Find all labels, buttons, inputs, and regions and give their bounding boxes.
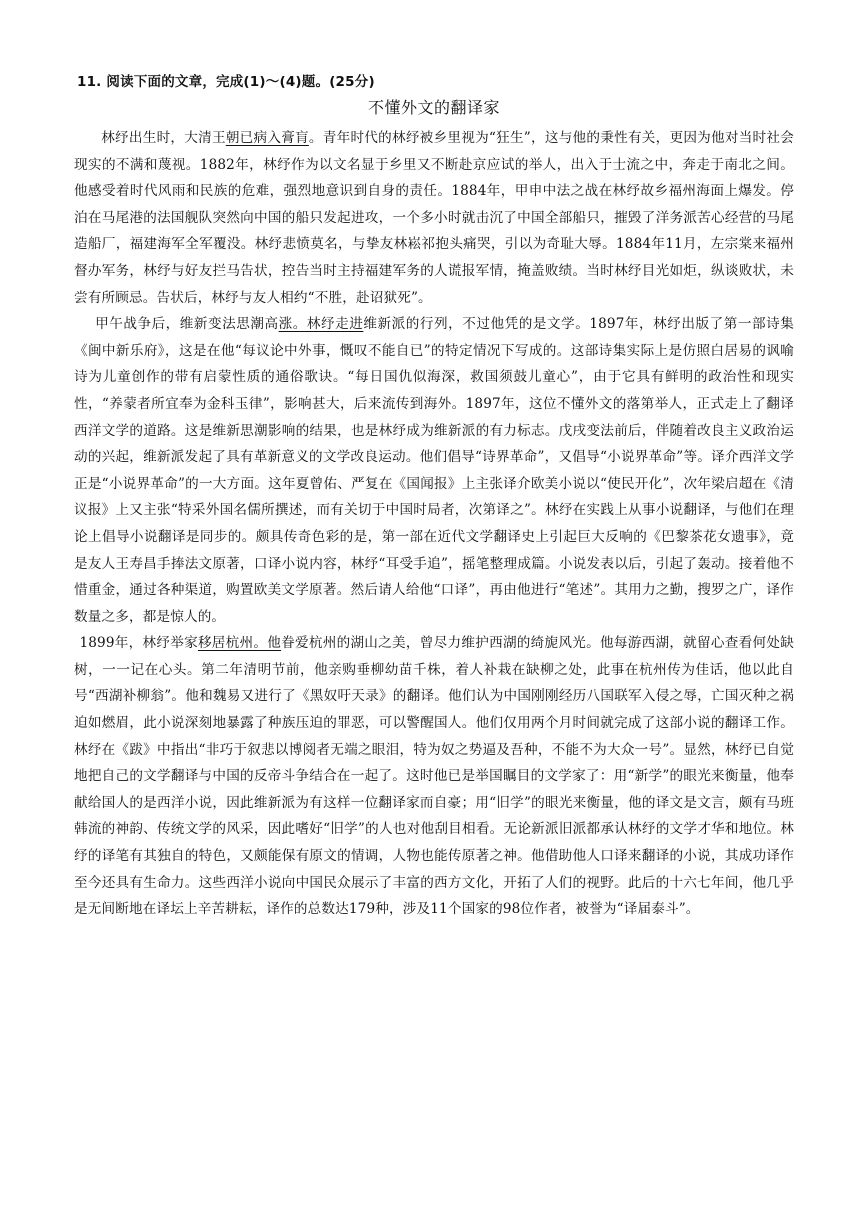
paragraph-1-text-a: 林纾出生时，大清王 <box>101 130 226 146</box>
paragraph-2-text-a: 甲午战争后，维新变法思潮高 <box>95 316 279 333</box>
question-prompt: 阅读下面的文章，完成(1)～(4)题。(25分) <box>106 74 375 90</box>
article-title: 不懂外文的翻译家 <box>367 98 500 117</box>
document-page <box>74 70 794 923</box>
paragraph-3-underlined-phrase: 移居杭州。他 <box>197 635 282 652</box>
paragraph-1-underlined-phrase: 朝已病入膏肓 <box>225 130 309 146</box>
paragraph-1-text-b: 。青年时代的林纾被乡里视为“狂生”，这与他的秉性有关，更因为他对当时社会现实的不满和蔑视。1882年，林纾作为以文名显于乡里又不断赴京应试的举人，出入于士流之中，奔走于南北之间。他感受着时代风雨和民族的危难，强烈地意识到自身的责任。1884年，甲申中法之战在林纾故乡福州海面上爆发。停泊在马尾港的法国舰队突然向中国的船只发起进攻，一个多小时就击沉了中国全部船只，摧毁了洋务派苦心经营的马尾造船厂，福建海军全军覆没。林纾悲愤莫名，与挚友林崧祁抱头痛哭，引以为奇耻大辱。1884年11月，左宗棠来福州督办军务，林纾与好友拦马告状，控告当时主持福建军务的人谎报军情，掩盖败绩。当时林纾目光如炬，纵谈败状，未尝有所顾忌。告状后，林纾与友人相约“不胜，赴诏狱死”。 <box>74 130 794 306</box>
question-header <box>77 70 794 94</box>
paragraph-3-text-a: 1899年，林纾举家 <box>79 635 198 652</box>
article-paragraph-1 <box>74 125 794 311</box>
paragraph-2-underlined-phrase: 涨。林纾走进 <box>278 316 364 333</box>
article-paragraph-3 <box>74 630 794 923</box>
paragraph-2-text-b: 维新派的行列，不过他凭的是文学。1897年，林纾出版了第一部诗集《闽中新乐府》，这是在他“每议论中外事，慨叹不能自已”的特定情况下写成的。这部诗集实际上是仿照白居易的讽喻诗为儿童创作的带有启蒙性质的通俗歌诀。“每日国仇似海深，救国须鼓儿童心”，由于它具有鲜明的政治性和现实性，“养蒙者所宜奉为金科玉律”，影响甚大，后来流传到海外。1897年，这位不懂外文的落第举人，正式走上了翻译西洋文学的道路。这是维新思潮影响的结果，也是林纾成为维新派的有力标志。戊戌变法前后，伴随着改良主义政治运动的兴起，维新派发起了具有革新意义的文学改良运动。他们倡导“诗界革命”，又倡导“小说界革命”等。译介西洋文学正是“小说界革命”的一大方面。这年夏曾佑、严复在《国闻报》上主张译介欧美小说以“使民开化”，次年梁启超在《清议报》上又主张“特采外国名儒所撰述，而有关切于中国时局者，次第译之”。林纾在实践上从事小说翻译，与他们在理论上倡导小说翻译是同步的。颇具传奇色彩的是，第一部在近代文学翻译史上引起巨大反响的《巴黎茶花女遗事》，竟是友人王寿昌手捧法文原著，口译小说内容，林纾“耳受手追”，摇笔整理成篇。小说发表以后，引起了轰动。接着他不惜重金，通过各种渠道，购置欧美文学原著。然后请人给他“口译”，再由他进行“笔述”。其用力之勤，搜罗之广，译作数量之多，都是惊人的。 <box>74 316 794 625</box>
paragraph-3-text-b: 眷爱杭州的湖山之美，曾尽力维护西湖的绮旎风光。他每游西湖，就留心查看何处缺树，一一记在心头。第二年清明节前，他亲购垂柳幼苗千株，着人补栽在缺柳之处，此事在杭州传为佳话，他以此自号“西湖补柳翁”。他和魏易又进行了《黑奴吁天录》的翻译。他们认为中国刚刚经历八国联军入侵之辱，亡国灭种之祸迫如燃眉，此小说深刻地暴露了种族压迫的罪恶，可以警醒国人。他们仅用两个月时间就完成了这部小说的翻译工作。林纾在《跋》中指出“非巧于叙悲以博阅者无端之眼泪，特为奴之势逼及吾种，不能不为大众一号”。显然，林纾已自觉地把自己的文学翻译与中国的反帝斗争结合在一起了。这时他已是举国瞩目的文学家了：用“新学”的眼光来衡量，他奉献给国人的是西洋小说，因此维新派为有这样一位翻译家而自豪；用“旧学”的眼光来衡量，他的译文是文言，颇有马班韩流的神韵、传统文学的风采，因此嗜好“旧学”的人也对他刮目相看。无论新派旧派都承认林纾的文学才华和地位。林纾的译笔有其独自的特色，又颇能保有原文的情调，人物也能传原著之神。他借助他人口译来翻译的小说，其成功译作至今还具有生命力。这些西洋小说向中国民众展示了丰富的西方文化，开拓了人们的视野。此后的十六七年间，他几乎是无间断地在译坛上辛苦耕耘，译作的总数达179种，涉及11个国家的98位作者，被誉为“译届泰斗”。 <box>74 635 794 918</box>
article-paragraph-2 <box>74 311 794 630</box>
question-number: 11. <box>77 74 102 90</box>
